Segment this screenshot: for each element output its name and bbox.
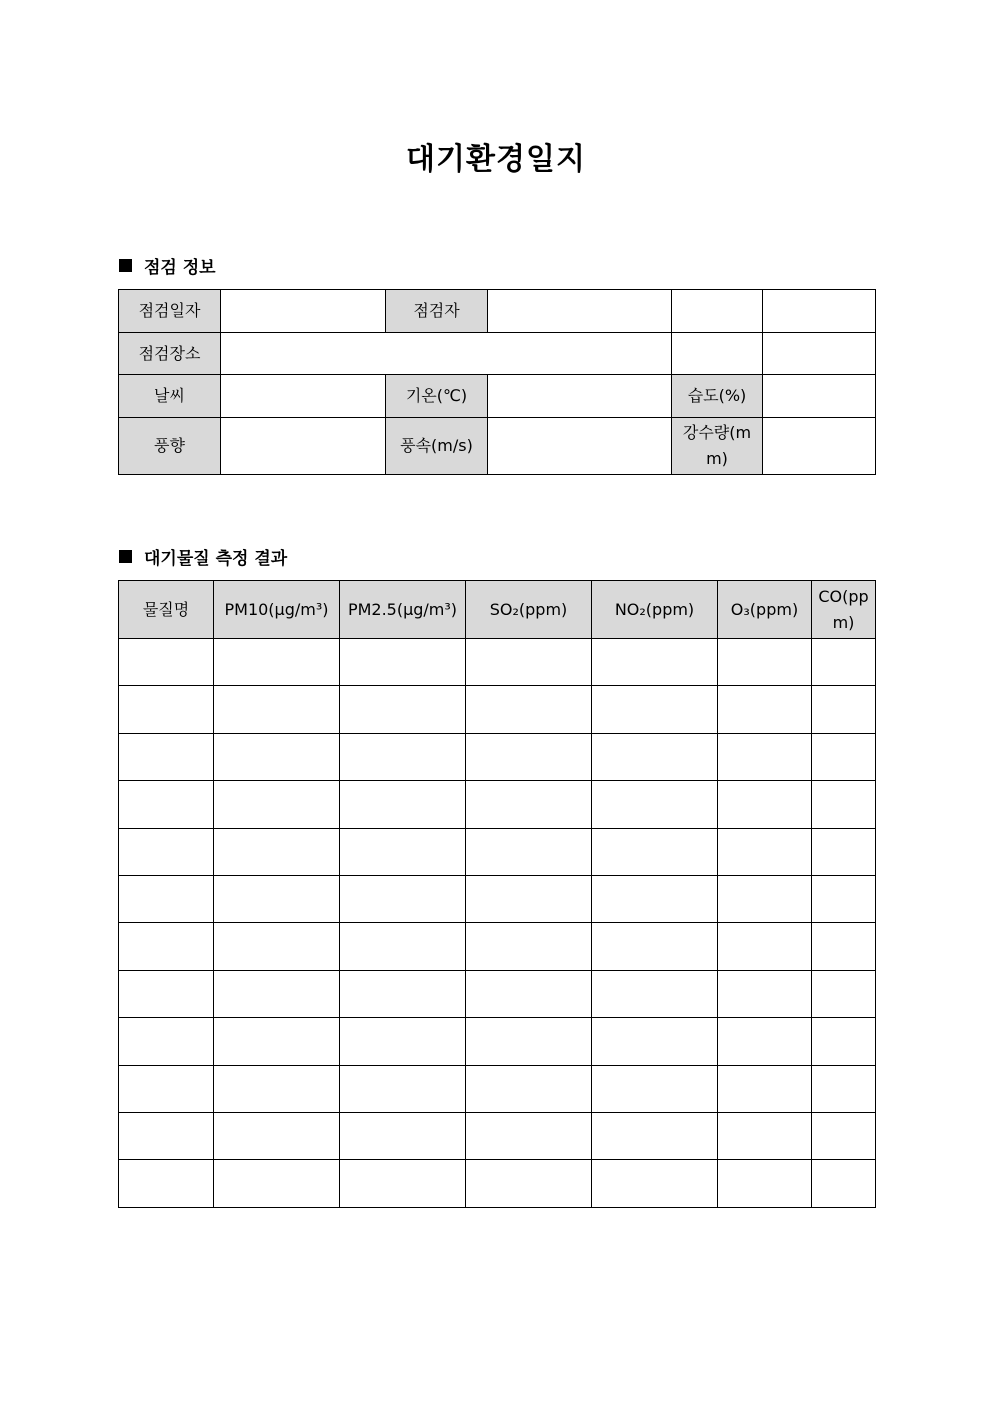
cell-substance[interactable] bbox=[119, 686, 214, 733]
cell-no2[interactable] bbox=[592, 970, 718, 1017]
cell-o3[interactable] bbox=[718, 686, 812, 733]
info-row-wind bbox=[119, 418, 876, 475]
precipitation-field[interactable] bbox=[763, 418, 876, 475]
cell-no2[interactable] bbox=[592, 1065, 718, 1112]
section-heading-label: 대기물질 측정 결과 bbox=[144, 549, 288, 569]
humidity-label: 습도(%) bbox=[672, 375, 763, 418]
cell-o3[interactable] bbox=[718, 1065, 812, 1112]
cell-co[interactable] bbox=[812, 1160, 876, 1207]
table-row bbox=[119, 970, 876, 1017]
cell-no2[interactable] bbox=[592, 1018, 718, 1065]
cell-no2[interactable] bbox=[592, 781, 718, 828]
cell-pm10[interactable] bbox=[214, 1065, 340, 1112]
cell-o3[interactable] bbox=[718, 828, 812, 875]
measurement-table bbox=[118, 580, 876, 1208]
square-bullet-icon bbox=[119, 550, 132, 563]
cell-no2[interactable] bbox=[592, 1112, 718, 1159]
cell-no2[interactable] bbox=[592, 686, 718, 733]
wind-speed-label: 풍속(m/s) bbox=[386, 418, 488, 475]
column-header-no2: NO₂(ppm) bbox=[592, 581, 718, 639]
table-row bbox=[119, 639, 876, 686]
column-header-substance: 물질명 bbox=[119, 581, 214, 639]
cell-substance[interactable] bbox=[119, 923, 214, 970]
cell-pm10[interactable] bbox=[214, 1160, 340, 1207]
cell-o3[interactable] bbox=[718, 733, 812, 780]
cell-pm25[interactable] bbox=[340, 1112, 466, 1159]
cell-o3[interactable] bbox=[718, 923, 812, 970]
cell-so2[interactable] bbox=[466, 1065, 592, 1112]
cell-co[interactable] bbox=[812, 639, 876, 686]
cell-substance[interactable] bbox=[119, 733, 214, 780]
info-row-location bbox=[119, 333, 876, 375]
cell-o3[interactable] bbox=[718, 970, 812, 1017]
date-label: 점검일자 bbox=[119, 290, 221, 333]
cell-substance[interactable] bbox=[119, 828, 214, 875]
cell-pm25[interactable] bbox=[340, 875, 466, 922]
cell-pm25[interactable] bbox=[340, 1018, 466, 1065]
cell-pm25[interactable] bbox=[340, 781, 466, 828]
cell-co[interactable] bbox=[812, 875, 876, 922]
cell-substance[interactable] bbox=[119, 1160, 214, 1207]
cell-pm10[interactable] bbox=[214, 875, 340, 922]
table-row bbox=[119, 733, 876, 780]
table-row bbox=[119, 1018, 876, 1065]
table-row bbox=[119, 1112, 876, 1159]
cell-no2[interactable] bbox=[592, 923, 718, 970]
cell-pm25[interactable] bbox=[340, 970, 466, 1017]
column-header-pm10: PM10(μg/m³) bbox=[214, 581, 340, 639]
weather-field[interactable] bbox=[221, 375, 386, 418]
cell-so2[interactable] bbox=[466, 828, 592, 875]
cell-co[interactable] bbox=[812, 686, 876, 733]
cell-o3[interactable] bbox=[718, 1160, 812, 1207]
cell-so2[interactable] bbox=[466, 875, 592, 922]
cell-co[interactable] bbox=[812, 1112, 876, 1159]
cell-no2[interactable] bbox=[592, 828, 718, 875]
inspection-info-table bbox=[118, 289, 876, 475]
cell-no2[interactable] bbox=[592, 639, 718, 686]
cell-so2[interactable] bbox=[466, 923, 592, 970]
cell-pm10[interactable] bbox=[214, 1018, 340, 1065]
cell-substance[interactable] bbox=[119, 1112, 214, 1159]
inspector-field[interactable] bbox=[488, 290, 672, 333]
cell-co[interactable] bbox=[812, 828, 876, 875]
cell-o3[interactable] bbox=[718, 639, 812, 686]
wind-speed-field[interactable] bbox=[488, 418, 672, 475]
blank-cell[interactable] bbox=[763, 290, 876, 333]
date-field[interactable] bbox=[221, 290, 386, 333]
cell-so2[interactable] bbox=[466, 1018, 592, 1065]
inspector-label: 점검자 bbox=[386, 290, 488, 333]
cell-o3[interactable] bbox=[718, 1018, 812, 1065]
info-row-date bbox=[119, 290, 876, 333]
measurement-table-body bbox=[119, 639, 876, 1208]
cell-substance[interactable] bbox=[119, 781, 214, 828]
cell-substance[interactable] bbox=[119, 639, 214, 686]
cell-pm25[interactable] bbox=[340, 733, 466, 780]
cell-co[interactable] bbox=[812, 733, 876, 780]
location-field[interactable] bbox=[221, 333, 672, 375]
section-heading-label: 점검 정보 bbox=[144, 258, 216, 278]
info-row-weather bbox=[119, 375, 876, 418]
document-title: 대기환경일지 bbox=[406, 142, 586, 177]
cell-substance[interactable] bbox=[119, 1065, 214, 1112]
cell-pm25[interactable] bbox=[340, 686, 466, 733]
blank-cell[interactable] bbox=[672, 333, 763, 375]
cell-so2[interactable] bbox=[466, 733, 592, 780]
column-header-o3: O₃(ppm) bbox=[718, 581, 812, 639]
table-row bbox=[119, 923, 876, 970]
cell-pm25[interactable] bbox=[340, 828, 466, 875]
cell-pm10[interactable] bbox=[214, 970, 340, 1017]
precipitation-label: 강수량(mm) bbox=[672, 418, 763, 475]
cell-pm10[interactable] bbox=[214, 686, 340, 733]
cell-no2[interactable] bbox=[592, 875, 718, 922]
cell-so2[interactable] bbox=[466, 781, 592, 828]
temperature-field[interactable] bbox=[488, 375, 672, 418]
cell-o3[interactable] bbox=[718, 1112, 812, 1159]
cell-co[interactable] bbox=[812, 781, 876, 828]
cell-pm10[interactable] bbox=[214, 828, 340, 875]
weather-label: 날씨 bbox=[119, 375, 221, 418]
cell-o3[interactable] bbox=[718, 781, 812, 828]
table-row bbox=[119, 686, 876, 733]
humidity-field[interactable] bbox=[763, 375, 876, 418]
column-header-so2: SO₂(ppm) bbox=[466, 581, 592, 639]
cell-no2[interactable] bbox=[592, 1160, 718, 1207]
cell-substance[interactable] bbox=[119, 1018, 214, 1065]
cell-so2[interactable] bbox=[466, 1160, 592, 1207]
wind-direction-field[interactable] bbox=[221, 418, 386, 475]
cell-pm10[interactable] bbox=[214, 923, 340, 970]
section-heading-measurement bbox=[119, 544, 287, 569]
cell-so2[interactable] bbox=[466, 686, 592, 733]
blank-cell[interactable] bbox=[763, 333, 876, 375]
cell-so2[interactable] bbox=[466, 639, 592, 686]
table-row bbox=[119, 781, 876, 828]
table-row bbox=[119, 1160, 876, 1207]
cell-so2[interactable] bbox=[466, 1112, 592, 1159]
cell-pm25[interactable] bbox=[340, 1160, 466, 1207]
square-bullet-icon bbox=[119, 259, 132, 272]
cell-o3[interactable] bbox=[718, 875, 812, 922]
section-heading-inspection-info bbox=[119, 253, 216, 278]
cell-pm25[interactable] bbox=[340, 1065, 466, 1112]
table-row bbox=[119, 1065, 876, 1112]
location-label: 점검장소 bbox=[119, 333, 221, 375]
cell-co[interactable] bbox=[812, 1018, 876, 1065]
wind-direction-label: 풍향 bbox=[119, 418, 221, 475]
cell-substance[interactable] bbox=[119, 875, 214, 922]
cell-co[interactable] bbox=[812, 1065, 876, 1112]
cell-co[interactable] bbox=[812, 923, 876, 970]
cell-pm25[interactable] bbox=[340, 639, 466, 686]
temperature-label: 기온(℃) bbox=[386, 375, 488, 418]
cell-no2[interactable] bbox=[592, 733, 718, 780]
cell-so2[interactable] bbox=[466, 970, 592, 1017]
cell-pm10[interactable] bbox=[214, 781, 340, 828]
cell-substance[interactable] bbox=[119, 970, 214, 1017]
table-row bbox=[119, 828, 876, 875]
cell-pm25[interactable] bbox=[340, 923, 466, 970]
cell-co[interactable] bbox=[812, 970, 876, 1017]
cell-pm10[interactable] bbox=[214, 1112, 340, 1159]
blank-cell[interactable] bbox=[672, 290, 763, 333]
measurement-header-row bbox=[119, 581, 876, 639]
cell-pm10[interactable] bbox=[214, 639, 340, 686]
table-row bbox=[119, 875, 876, 922]
column-header-co: CO(ppm) bbox=[812, 581, 876, 639]
column-header-pm25: PM2.5(μg/m³) bbox=[340, 581, 466, 639]
cell-pm10[interactable] bbox=[214, 733, 340, 780]
